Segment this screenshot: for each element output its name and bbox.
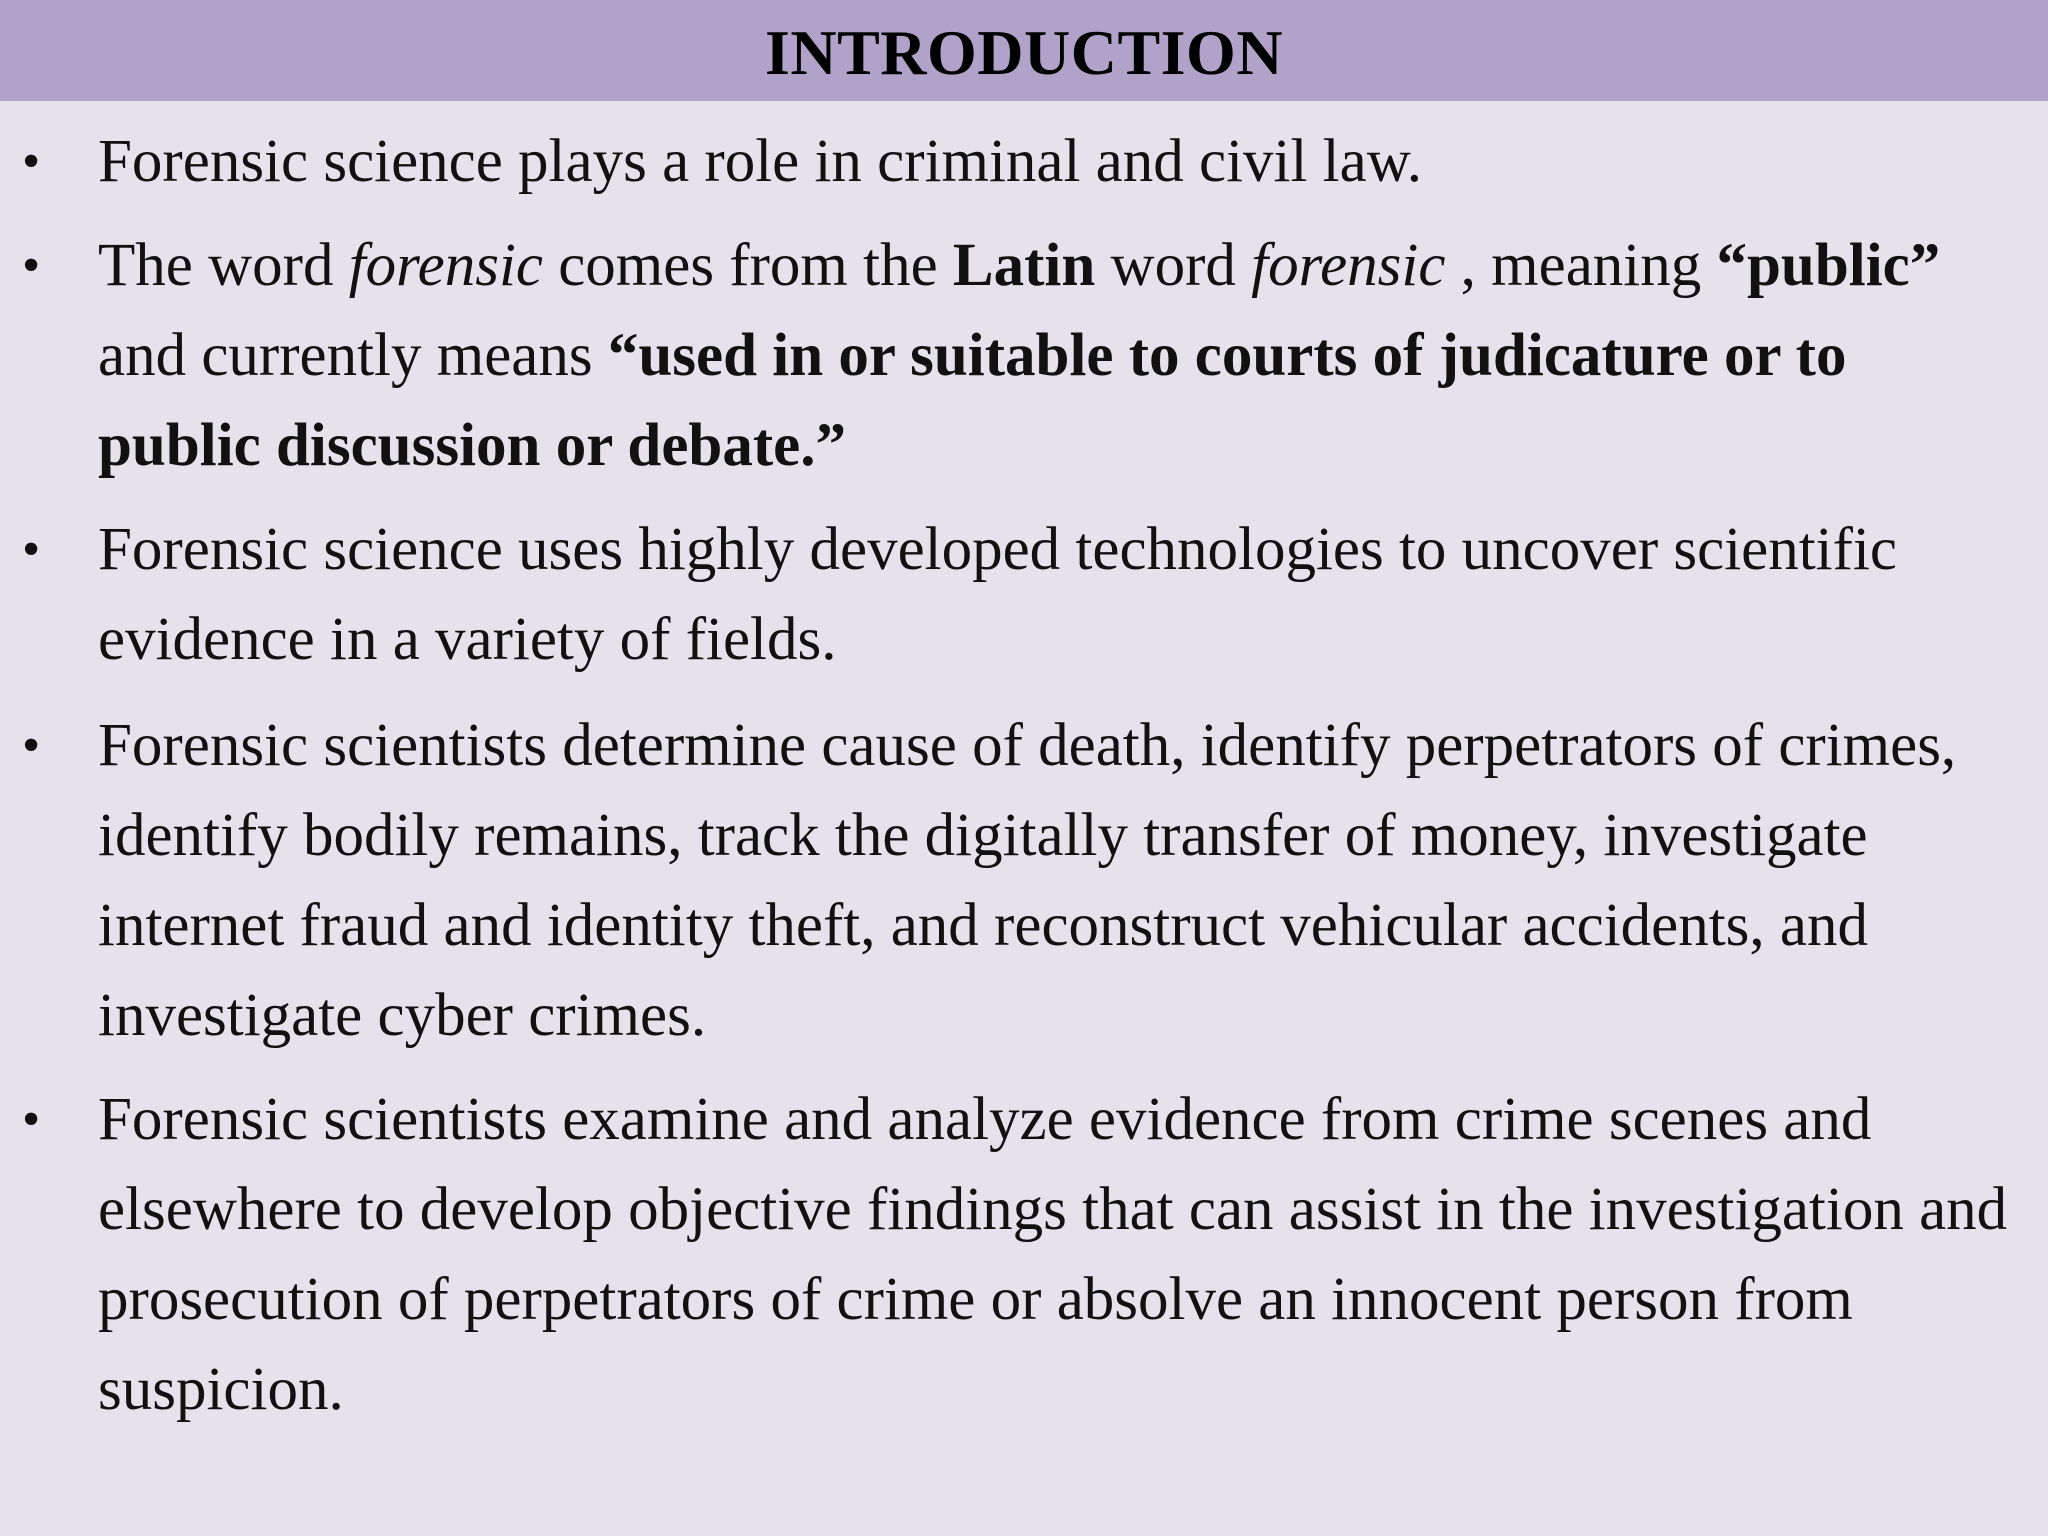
text-segment: word	[1095, 232, 1252, 299]
bullet-icon: •	[22, 237, 41, 294]
bullet-item	[0, 117, 2048, 207]
text-segment: comes from the	[542, 232, 953, 299]
bullet-item	[0, 1075, 2048, 1435]
text-segment-bold: “public”	[1716, 232, 1941, 299]
bullet-text	[98, 516, 1897, 673]
text-segment-bold: Latin	[952, 232, 1096, 299]
text-segment: and currently means	[98, 322, 608, 389]
text-segment: Forensic scientists examine and analyze evidence from crime scenes and elsewhere to develop objective findings that can assist in the investigation and prosecution of perpetrators of crime or absolve an innocent person from suspicion.	[98, 1086, 2008, 1423]
bullet-list	[0, 117, 2048, 1449]
text-segment: Forensic science plays a role in criminal and civil law.	[98, 128, 1423, 195]
text-segment-bold: “used in or suitable to courts of judicature or to public discussion or debate.”	[98, 322, 1847, 479]
text-segment: Forensic science uses highly developed technologies to uncover scientific evidence in a variety of fields.	[98, 516, 1897, 673]
bullet-icon: •	[22, 717, 41, 774]
bullet-item	[0, 221, 2048, 491]
bullet-text	[98, 232, 1940, 479]
text-segment-italic: forensic	[348, 232, 543, 299]
bullet-icon: •	[22, 521, 41, 578]
text-segment: The word	[98, 232, 349, 299]
bullet-item	[0, 701, 2048, 1061]
bullet-item	[0, 505, 2048, 685]
text-segment-italic: forensic	[1251, 232, 1446, 299]
title-bar	[0, 0, 2048, 101]
text-segment: Forensic scientists determine cause of death, identify perpetrators of crimes, identify bodily remains, track the digitally transfer of money, investigate internet fraud and identity theft, and reconstruct vehicular accidents, and investigate cyber crimes.	[98, 712, 1957, 1049]
bullet-icon: •	[22, 133, 41, 190]
bullet-icon: •	[22, 1091, 41, 1148]
bullet-text	[98, 1086, 2007, 1423]
bullet-text	[98, 712, 1956, 1049]
slide-title: INTRODUCTION	[764, 16, 1284, 88]
text-segment: , meaning	[1445, 232, 1717, 299]
bullet-text	[98, 128, 1422, 195]
